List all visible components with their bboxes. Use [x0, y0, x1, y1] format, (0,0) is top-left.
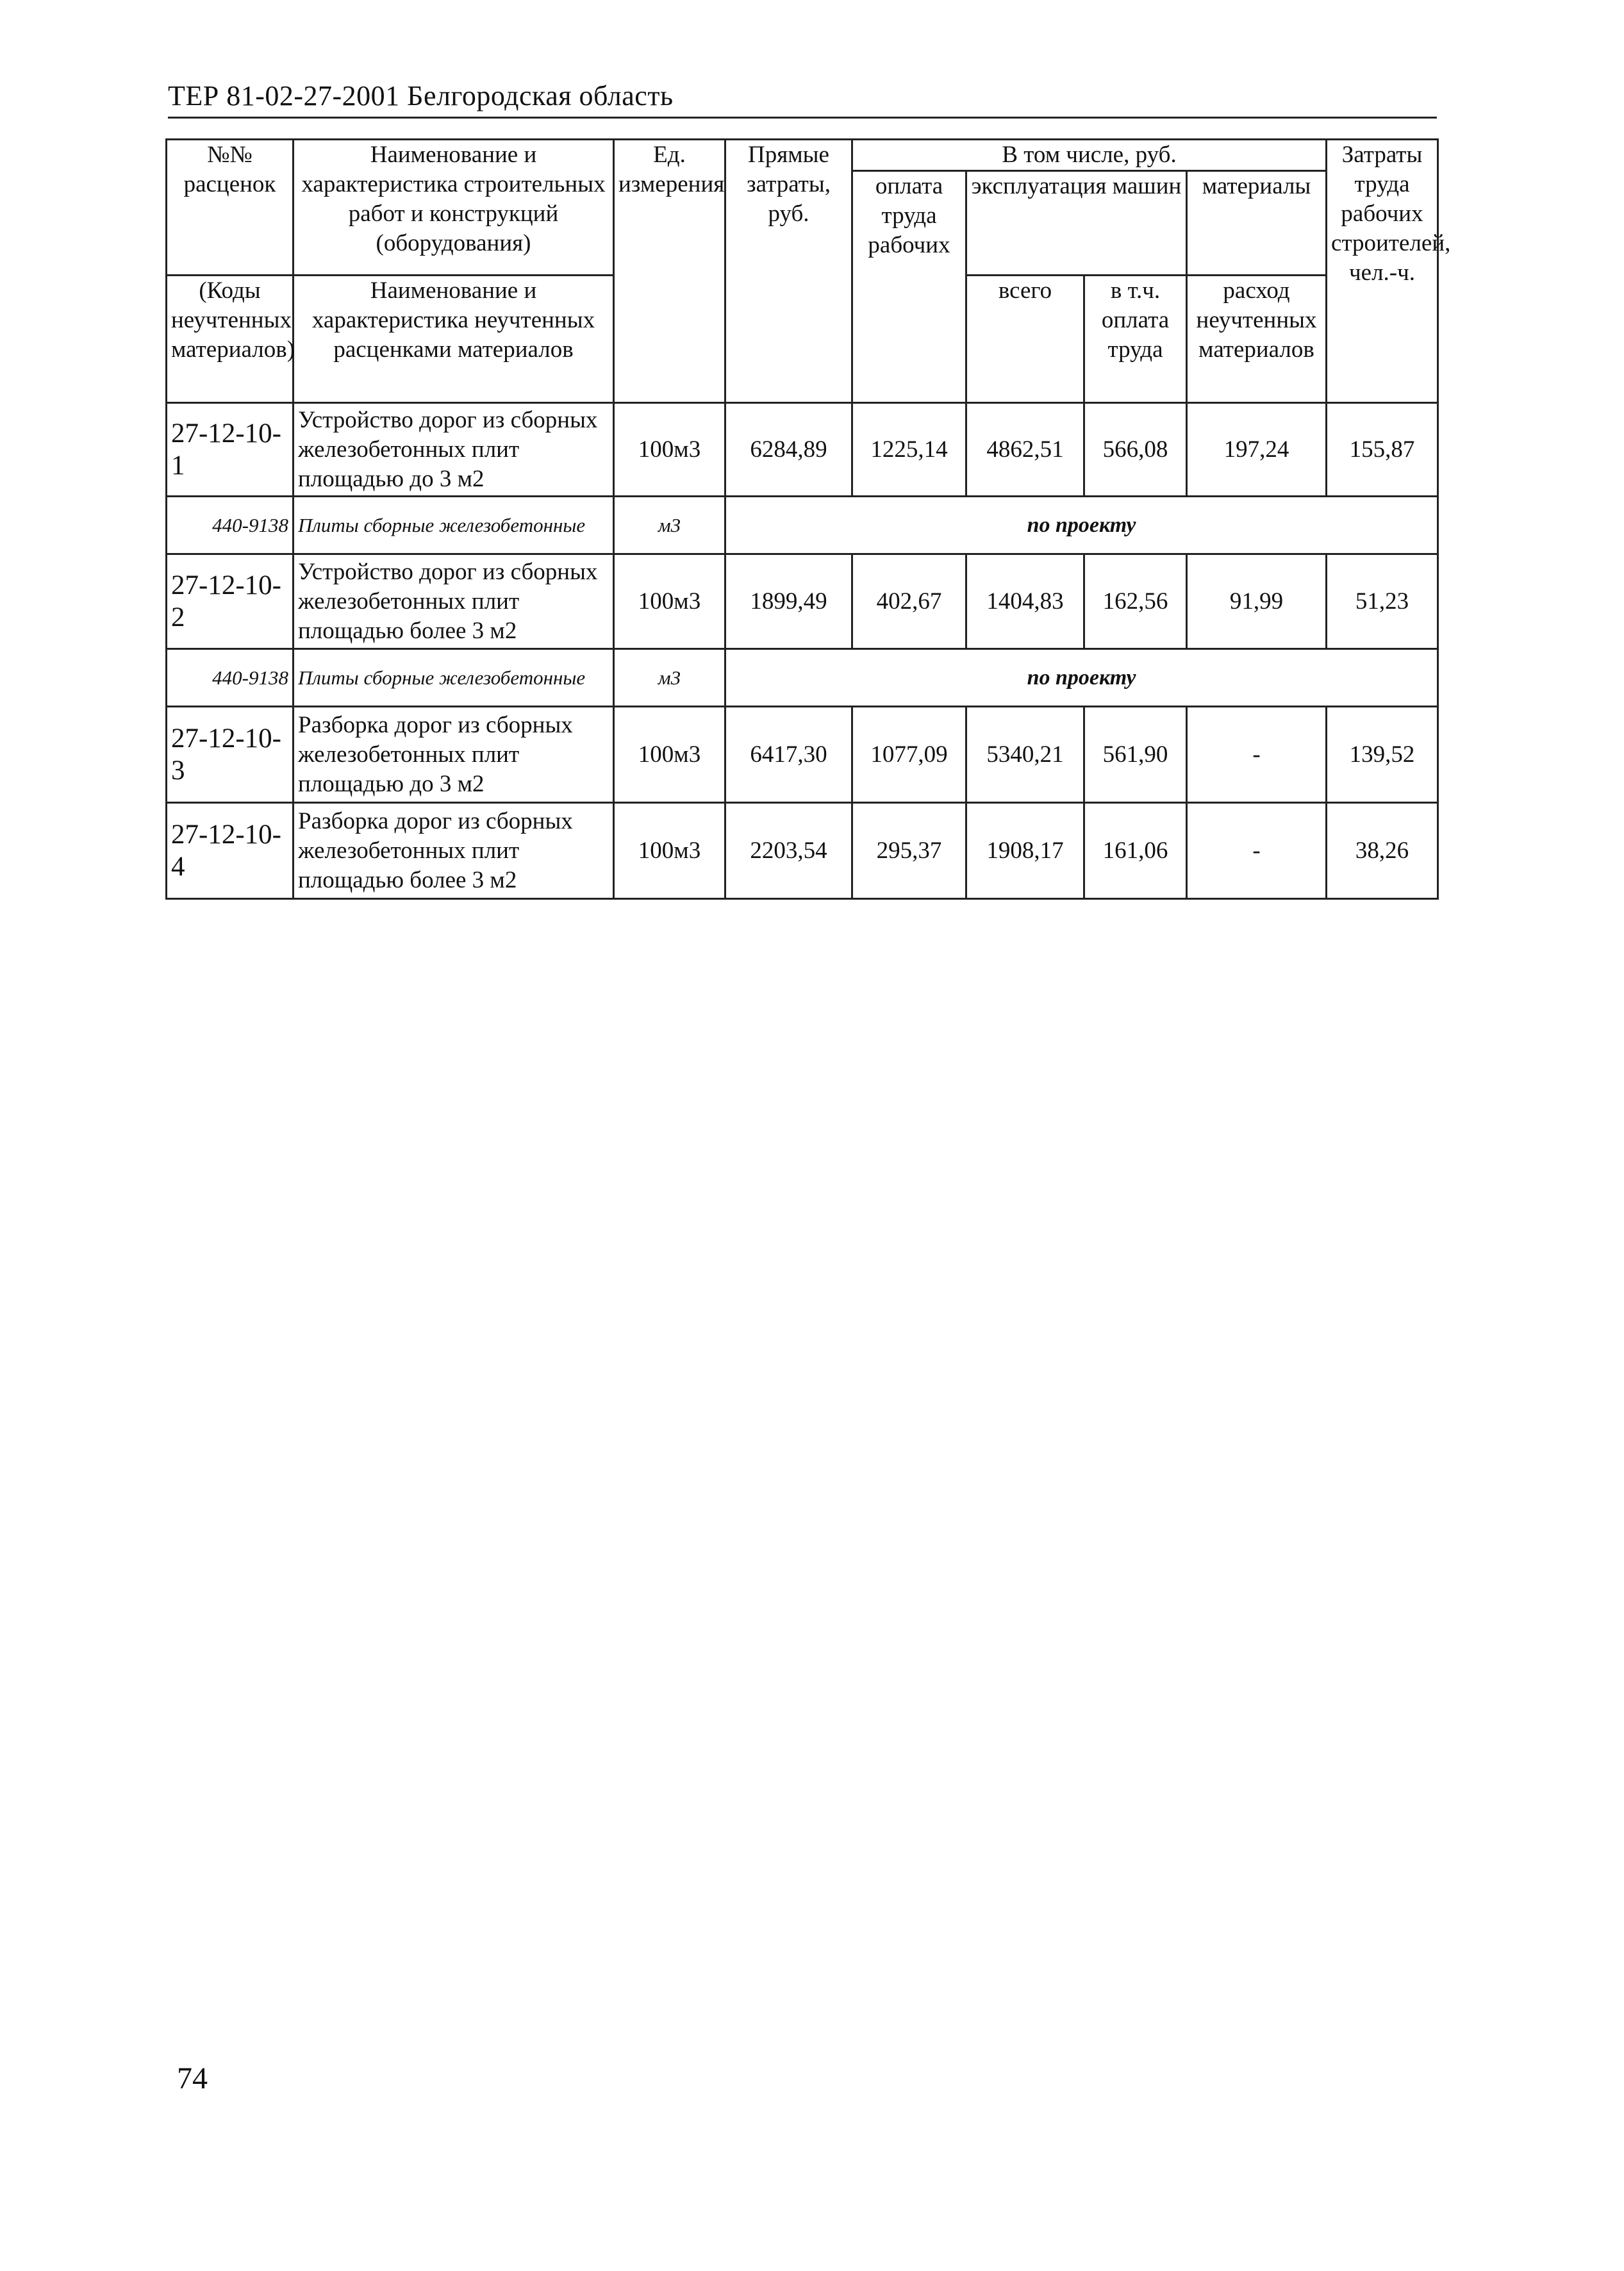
- header-codes: (Коды неучтенных материалов): [167, 276, 294, 403]
- rate-name: Устройство дорог из сборных железобетонных плит площадью до 3 м2: [294, 403, 614, 497]
- header-row-1: [167, 140, 1438, 171]
- material-code: 440-9138: [167, 649, 294, 707]
- header-unit: Ед. измерения: [614, 140, 725, 403]
- rate-name: Разборка дорог из сборных железобетонных плит площадью до 3 м2: [294, 707, 614, 803]
- rate-direct: 6417,30: [725, 707, 852, 803]
- material-name: Плиты сборные железобетонные: [294, 497, 614, 554]
- header-incl: В том числе, руб.: [852, 140, 1327, 171]
- rate-mach-total: 4862,51: [966, 403, 1084, 497]
- rate-labor-cost: 51,23: [1327, 554, 1438, 649]
- material-unit: м3: [614, 497, 725, 554]
- header-rule: [168, 117, 1437, 119]
- rates-table: [165, 138, 1451, 900]
- header-machines: эксплуатация машин: [966, 171, 1187, 276]
- rate-direct: 2203,54: [725, 803, 852, 899]
- rate-mach-total: 1908,17: [966, 803, 1084, 899]
- rate-materials: 91,99: [1187, 554, 1327, 649]
- material-row: [167, 497, 1438, 554]
- page-header: [168, 77, 1437, 119]
- rate-mach-pay: 162,56: [1084, 554, 1187, 649]
- rate-code: 27-12-10- 3: [167, 707, 294, 803]
- rate-labor-cost: 38,26: [1327, 803, 1438, 899]
- page-number: 74: [177, 2061, 208, 2095]
- material-note: по проекту: [725, 497, 1438, 554]
- rate-unit: 100м3: [614, 403, 725, 497]
- rate-labor-pay: 295,37: [852, 803, 966, 899]
- header-mach-total: всего: [966, 276, 1084, 403]
- header-labor-pay: оплата труда рабочих: [852, 171, 966, 403]
- header-num: №№ расценок: [167, 140, 294, 276]
- material-row: [167, 649, 1438, 707]
- header-mach-pay: в т.ч. оплата труда: [1084, 276, 1187, 403]
- material-name: Плиты сборные железобетонные: [294, 649, 614, 707]
- header-name-2: Наименование и характеристика неучтенных расценками материалов: [294, 276, 614, 403]
- material-unit: м3: [614, 649, 725, 707]
- rate-name: Устройство дорог из сборных железобетонных плит площадью более 3 м2: [294, 554, 614, 649]
- rate-code: 27-12-10- 4: [167, 803, 294, 899]
- rate-materials: -: [1187, 707, 1327, 803]
- rate-mach-pay: 566,08: [1084, 403, 1187, 497]
- rate-labor-pay: 1077,09: [852, 707, 966, 803]
- header-direct: Прямые затраты, руб.: [725, 140, 852, 403]
- rate-unit: 100м3: [614, 803, 725, 899]
- rate-row: [167, 403, 1438, 497]
- rate-labor-pay: 402,67: [852, 554, 966, 649]
- document-title: ТЕР 81-02-27-2001 Белгородская область: [168, 80, 674, 111]
- rate-materials: -: [1187, 803, 1327, 899]
- rate-mach-total: 1404,83: [966, 554, 1084, 649]
- rate-labor-cost: 155,87: [1327, 403, 1438, 497]
- rate-name: Разборка дорог из сборных железобетонных плит площадью более 3 м2: [294, 803, 614, 899]
- material-code: 440-9138: [167, 497, 294, 554]
- header-name: Наименование и характеристика строительных работ и конструкций (оборудования): [294, 140, 614, 276]
- rate-row: [167, 554, 1438, 649]
- rate-code: 27-12-10- 1: [167, 403, 294, 497]
- rate-row: [167, 707, 1438, 803]
- rate-row: [167, 803, 1438, 899]
- material-note: по проекту: [725, 649, 1438, 707]
- rate-mach-total: 5340,21: [966, 707, 1084, 803]
- rate-direct: 1899,49: [725, 554, 852, 649]
- rate-mach-pay: 561,90: [1084, 707, 1187, 803]
- rate-materials: 197,24: [1187, 403, 1327, 497]
- rate-labor-cost: 139,52: [1327, 707, 1438, 803]
- rate-unit: 100м3: [614, 554, 725, 649]
- rate-direct: 6284,89: [725, 403, 852, 497]
- header-materials: материалы: [1187, 171, 1327, 276]
- rate-mach-pay: 161,06: [1084, 803, 1187, 899]
- header-mat-use: расход неучтенных материалов: [1187, 276, 1327, 403]
- rate-code: 27-12-10- 2: [167, 554, 294, 649]
- header-labor-cost: Затраты труда рабочих строителей, чел.-ч.: [1327, 140, 1438, 403]
- rate-labor-pay: 1225,14: [852, 403, 966, 497]
- rate-unit: 100м3: [614, 707, 725, 803]
